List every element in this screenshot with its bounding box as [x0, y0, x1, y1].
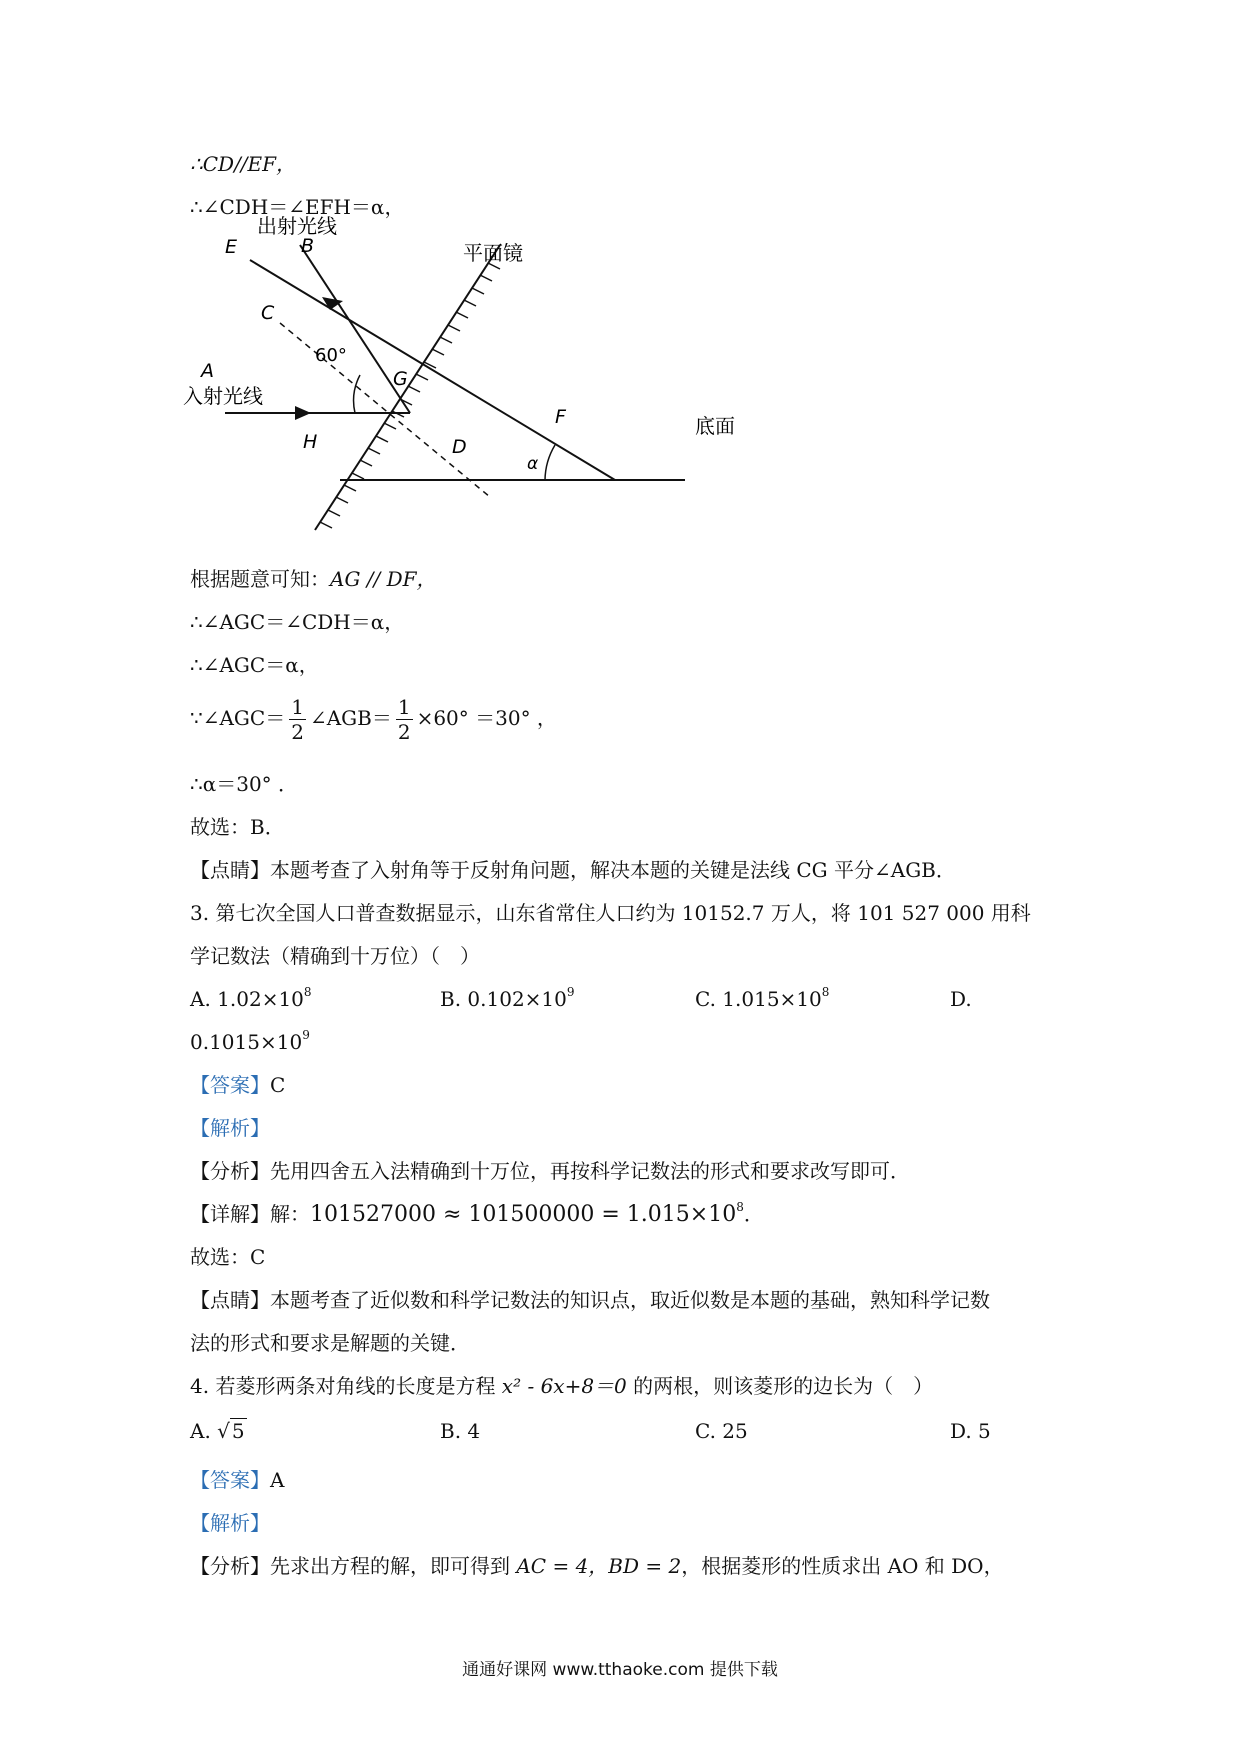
q4-fenxi — [190, 1552, 1004, 1580]
angle-60-arc — [354, 375, 360, 413]
line-agc-cdh: ∴∠AGC＝∠CDH＝α， — [190, 610, 405, 634]
point-g: G — [393, 368, 408, 390]
q3-fenxi-tag: 【分析】 — [190, 1159, 270, 1183]
q4-jiexi: 【解析】 — [190, 1511, 270, 1535]
normal-dashed-line — [280, 323, 490, 497]
label-incident-ray: 入射光线 — [183, 384, 263, 408]
point-c: C — [261, 302, 275, 324]
reflection-diagram — [183, 214, 765, 555]
q4-fenxi-math: AC = 4，BD = 2 — [516, 1554, 682, 1578]
q3-option-d — [190, 1028, 310, 1056]
sqrt-symbol: √ 5 — [217, 1419, 245, 1443]
line-agc-half-a: ∵∠AGC＝ — [190, 706, 286, 730]
q3-guxuan: 故选：C — [190, 1245, 266, 1269]
angle-60-label: 60° — [315, 345, 347, 366]
line-cd-parallel-ef: ∴CD//EF， — [190, 152, 297, 176]
dianjing-tag: 【点睛】 — [190, 858, 270, 882]
q3-option-d-exp: 9 — [302, 1028, 310, 1042]
label-exit-ray: 出射光线 — [257, 214, 337, 238]
q3-fenxi — [190, 1157, 910, 1185]
q3-stem-line1: 3. 第七次全国人口普查数据显示，山东省常住人口约为 10152.7 万人，将 101 527 000 用科 — [190, 901, 1031, 925]
q3-option-a-exp: 8 — [303, 985, 312, 999]
q3-option-d-base: 0.1015×10 — [190, 1030, 303, 1054]
q3-xiangjie-exp: 8 — [736, 1200, 744, 1214]
point-b: B — [301, 235, 315, 257]
fraction-den-2: 2 — [397, 720, 411, 744]
exit-arrow-head — [322, 297, 343, 310]
point-h: H — [303, 431, 318, 453]
point-f: F — [555, 406, 566, 428]
q4-option-d: D. 5 — [950, 1419, 991, 1443]
line-dianjing-2 — [190, 856, 956, 884]
q3-xiangjie-end: ． — [743, 1202, 764, 1226]
q4-stem — [190, 1372, 933, 1400]
fraction-num: 1 — [291, 695, 304, 719]
q3-option-b-base: B. 0.102×10 — [440, 987, 567, 1011]
q3-answer-value: C — [270, 1073, 286, 1097]
q4-fenxi-post: ，根据菱形的性质求出 AO 和 DO， — [681, 1554, 1004, 1578]
q3-dianjing-1 — [190, 1286, 990, 1314]
line-agc-alpha: ∴∠AGC＝α， — [190, 653, 319, 677]
q3-option-a-base: A. 1.02×10 — [190, 987, 304, 1011]
point-e: E — [225, 236, 238, 258]
q3-dianjing-text-1: 本题考查了近似数和科学记数法的知识点，取近似数是本题的基础，熟知科学记数 — [270, 1288, 990, 1312]
angle-alpha-arc — [545, 445, 555, 480]
q4-answer-value: A — [270, 1468, 285, 1492]
q3-fenxi-text: 先用四舍五入法精确到十万位，再按科学记数法的形式和要求改写即可． — [270, 1159, 910, 1183]
q3-option-c-exp: 8 — [821, 985, 830, 999]
line-agc-half-b: ∠AGB＝ — [309, 706, 392, 730]
fraction-num-2: 1 — [397, 695, 411, 719]
sqrt-radicand: 5 — [231, 1419, 245, 1443]
q4-answer-tag: 【答案】 — [190, 1468, 270, 1492]
q4-option-c: C. 25 — [695, 1419, 748, 1443]
q3-answer-tag: 【答案】 — [190, 1073, 270, 1097]
q4-stem-post: 的两根，则该菱形的边长为（ ） — [626, 1374, 934, 1398]
q3-jiexi: 【解析】 — [190, 1116, 270, 1140]
q4-stem-pre: 4. 若菱形两条对角线的长度是方程 — [190, 1374, 502, 1398]
q3-stem-line2: 学记数法（精确到十万位）（ ） — [190, 944, 480, 968]
q4-fenxi-tag: 【分析】 — [190, 1554, 270, 1578]
fraction-one-half — [289, 695, 306, 744]
fraction-den: 2 — [291, 720, 304, 744]
q3-dianjing-2: 法的形式和要求是解题的关键． — [190, 1331, 470, 1355]
line-alpha-30: ∴α＝30° ． — [190, 772, 299, 796]
line-ag-math: AG // DF， — [330, 567, 437, 591]
angle-alpha-label: α — [527, 454, 539, 474]
q4-stem-math: x² - 6x+8＝0 — [501, 1374, 627, 1398]
dianjing-text: 本题考查了入射角等于反射角问题，解决本题的关键是法线 CG 平分∠AGB． — [270, 858, 956, 882]
q3-xiangjie-tag: 【详解】 — [190, 1202, 270, 1226]
q3-xiangjie — [190, 1200, 764, 1229]
q3-xiangjie-pre: 解： — [270, 1202, 310, 1226]
q4-option-b: B. 4 — [440, 1419, 481, 1443]
q3-option-b — [440, 985, 575, 1013]
line-agc-half — [190, 695, 557, 744]
line-ag-parallel-df — [190, 565, 437, 593]
page-footer: 通通好课网 www.tthaoke.com 提供下载 — [462, 1660, 778, 1680]
q3-option-a — [190, 985, 312, 1013]
point-a: A — [201, 360, 214, 382]
line-ag-prefix: 根据题意可知： — [190, 567, 330, 591]
q3-option-c — [695, 985, 829, 1013]
line-agc-half-c: ×60° ＝30° ， — [416, 706, 557, 730]
q3-option-c-base: C. 1.015×10 — [695, 987, 822, 1011]
q3-answer — [190, 1071, 285, 1099]
q3-option-d-label: D. — [950, 987, 972, 1011]
label-mirror: 平面镜 — [463, 241, 523, 265]
incident-arrow-head — [295, 406, 311, 420]
q4-answer — [190, 1466, 284, 1494]
q4-option-a — [190, 1417, 247, 1445]
label-bottom: 底面 — [695, 414, 735, 438]
q4-option-a-label: A. — [190, 1419, 211, 1443]
point-d: D — [452, 436, 467, 458]
q4-fenxi-pre: 先求出方程的解，即可得到 — [270, 1554, 517, 1578]
q3-dianjing-tag: 【点睛】 — [190, 1288, 270, 1312]
fraction-one-half-2 — [396, 695, 413, 744]
line-angle-cdh-efh: ∴∠CDH＝∠EFH＝α， — [190, 195, 405, 219]
q3-option-b-exp: 9 — [566, 985, 575, 999]
line-choose-b: 故选：B． — [190, 815, 285, 839]
q3-xiangjie-math: 101527000 ≈ 101500000 = 1.015×10 — [310, 1202, 737, 1227]
